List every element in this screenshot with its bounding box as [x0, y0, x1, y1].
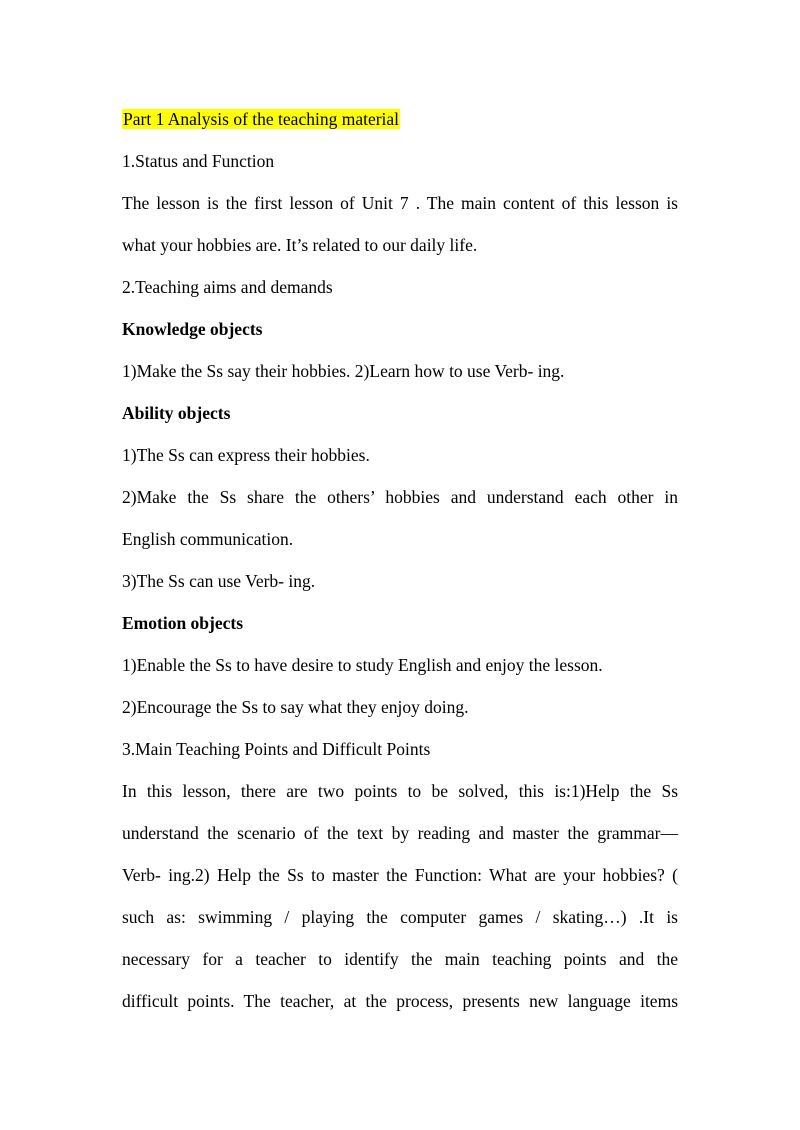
paragraph-line: what your hobbies are. It’s related to our daily life. [122, 235, 478, 255]
bold-heading-knowledge: Knowledge objects [122, 319, 263, 339]
paragraph-line: The lesson is the first lesson of Unit 7 . The main content of this lesson is [122, 193, 678, 213]
paragraph-line: 2)Make the Ss share the others’ hobbies and understand each other in [122, 487, 678, 507]
paragraph-line: In this lesson, there are two points to be solved, this is:1)Help the Ss [122, 781, 678, 801]
paragraph-line: necessary for a teacher to identify the main teaching points and the [122, 949, 678, 969]
paragraph-line: 1)Make the Ss say their hobbies. 2)Learn how to use Verb- ing. [122, 361, 565, 381]
subheading-status-function: 1.Status and Function [122, 151, 275, 171]
paragraph-line: Verb- ing.2) Help the Ss to master the Function: What are your hobbies? ( [122, 865, 678, 885]
paragraph-line: such as: swimming / playing the computer games / skating…) .It is [122, 907, 678, 927]
paragraph-line: 1)The Ss can express their hobbies. [122, 445, 370, 465]
paragraph-line: 3)The Ss can use Verb- ing. [122, 571, 316, 591]
bold-heading-ability: Ability objects [122, 403, 231, 423]
paragraph-line: 1)Enable the Ss to have desire to study English and enjoy the lesson. [122, 655, 603, 675]
bold-heading-emotion: Emotion objects [122, 613, 244, 633]
subheading-teaching-aims: 2.Teaching aims and demands [122, 277, 333, 297]
paragraph-line: understand the scenario of the text by reading and master the grammar— [122, 823, 678, 843]
highlighted-heading: Part 1 Analysis of the teaching material [123, 109, 400, 129]
paragraph-line: difficult points. The teacher, at the process, presents new language items [122, 991, 678, 1011]
paragraph-line: 2)Encourage the Ss to say what they enjoy doing. [122, 697, 469, 717]
paragraph-line: English communication. [122, 529, 294, 549]
section-heading [122, 108, 400, 130]
subheading-main-points: 3.Main Teaching Points and Difficult Points [122, 739, 431, 759]
